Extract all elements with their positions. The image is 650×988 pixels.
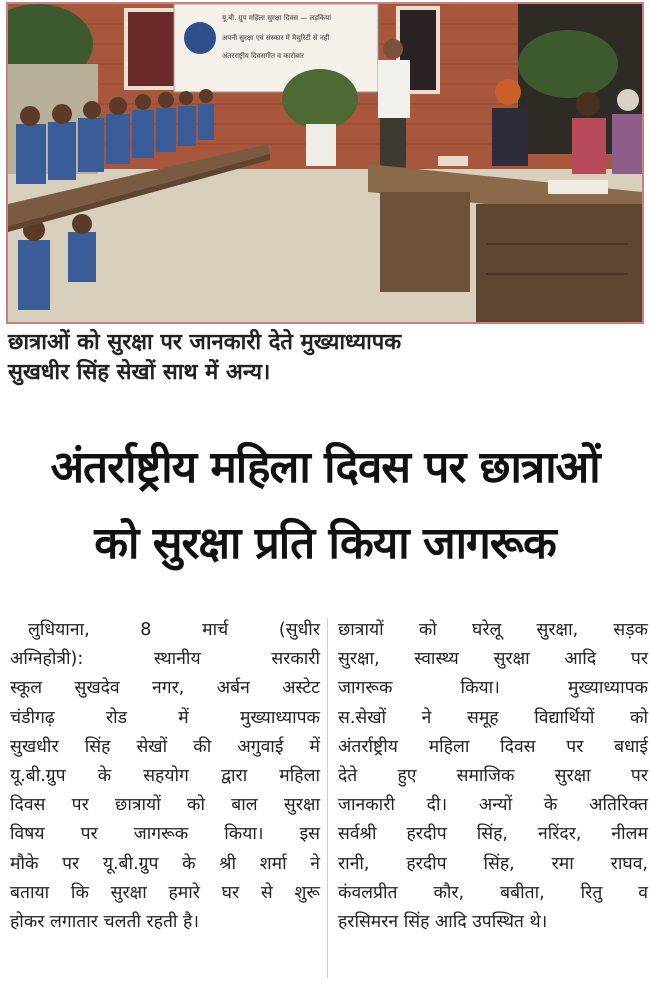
article-line: मौके पर यू.बी.ग्रुप के श्री शर्मा ने: [10, 853, 320, 874]
article-line: सुरक्षा, स्वास्थ्य सुरक्षा आदि पर: [338, 649, 648, 670]
news-photo: [6, 2, 644, 324]
article-line: दिवस पर छात्रायों को बाल सुरक्षा: [10, 795, 320, 816]
article-line: अंतर्राष्ट्रीय महिला दिवस पर बधाई: [338, 736, 648, 757]
caption-line: सुखधीर सिंह सेखों साथ में अन्य।: [8, 360, 271, 385]
article-line: जानकारी दी। अन्यों के अतिरिक्त: [338, 795, 648, 816]
banner-text-3: अंतरराष्ट्रीय दिवसगीत व कारोबार: [222, 52, 304, 60]
article-line: स.सेखों ने समूह विद्यार्थियों को: [338, 707, 648, 728]
article-line: हरसिमरन सिंह आदि उपस्थित थे।: [338, 912, 548, 933]
article-line: विषय पर जागरूक किया। इस: [10, 824, 320, 845]
headline-line: अंतर्राष्ट्रीय महिला दिवस पर छात्राओं: [50, 442, 600, 493]
headline-line: को सुरक्षा प्रति किया जागरूक: [94, 518, 556, 569]
article-line: सुखधीर सिंह सेखों की अगुवाई में: [10, 736, 320, 757]
headline: [4, 430, 646, 582]
banner-text-2: अपनी सुरक्षा एवं संस्कार में मैचुरिटी से नहीं: [222, 34, 330, 42]
article-line: स्कूल सुखदेव नगर, अर्बन अस्टेट: [10, 678, 320, 699]
article-column-right: [338, 616, 648, 937]
article-column-left: [10, 616, 320, 937]
column-divider: [327, 618, 328, 978]
article-line: देते हुए समाजिक सुरक्षा पर: [338, 766, 648, 787]
photo-caption: [8, 328, 644, 388]
article-line: छात्रायों को घरेलू सुरक्षा, सड़क: [338, 620, 648, 640]
caption-line: छात्राओं को सुरक्षा पर जानकारी देते मुख्याध्यापक: [8, 330, 402, 355]
article-line: कंवलप्रीत कौर, बबीता, रितु व: [338, 882, 648, 903]
article-line: सर्वश्री हरदीप सिंह, नरिंदर, नीलम: [338, 824, 648, 845]
article-line: बताया कि सुरक्षा हमारे घर से शुरू: [10, 882, 320, 903]
article-line: अग्निहोत्री): स्थानीय सरकारी: [10, 649, 320, 670]
article-line: लुधियाना, 8 मार्च (सुधीर: [28, 620, 320, 640]
article-line: रानी, हरदीप सिंह, रमा राघव,: [338, 853, 648, 874]
article-line: चंडीगढ़ रोड में मुख्याध्यापक: [10, 707, 320, 728]
banner-text-1: यू.बी. ग्रुप महिला सुरक्षा दिवस — लड़कियां: [222, 14, 332, 22]
article-line: जागरूक किया। मुख्याध्यापक: [338, 678, 648, 699]
article-line: यू.बी.ग्रुप के सहयोग द्वारा महिला: [10, 766, 320, 787]
article-line: होकर लगातार चलती रहती है।: [10, 912, 199, 933]
